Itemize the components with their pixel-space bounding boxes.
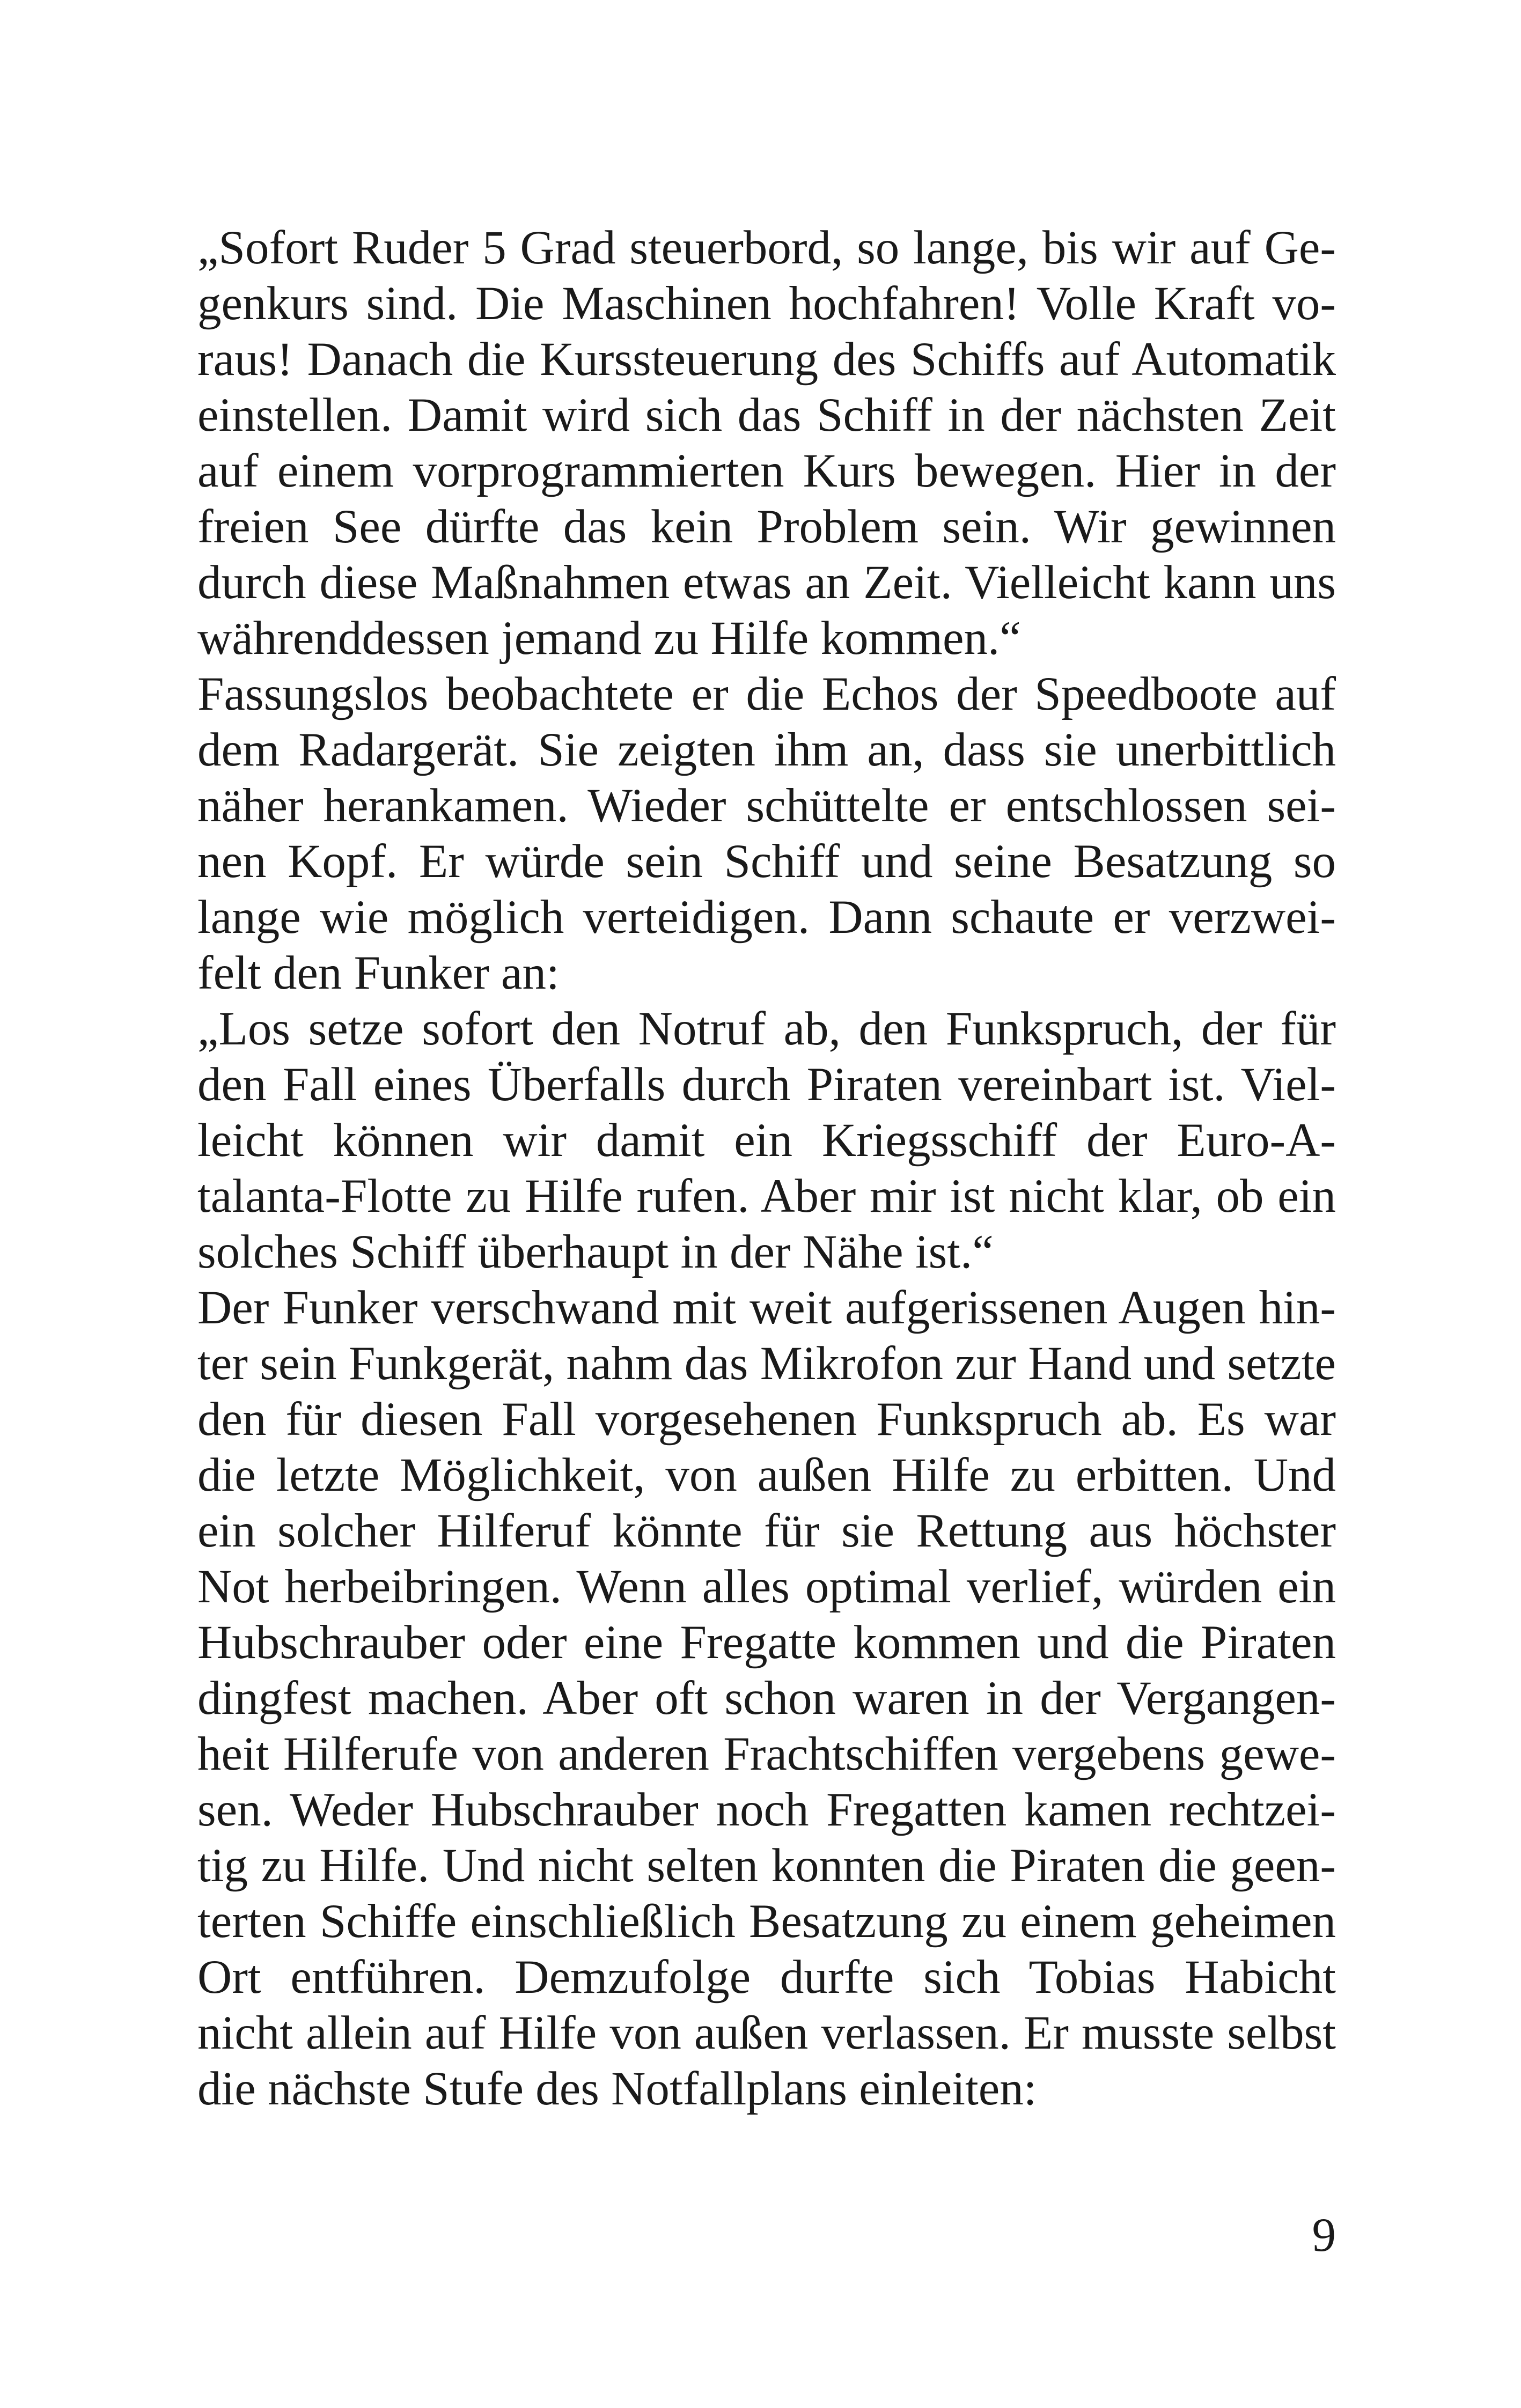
page-number: 9	[1312, 2209, 1336, 2262]
text-line: lange wie möglich verteidigen. Dann schaute er verzwei-	[197, 891, 1336, 944]
text-line: ter sein Funkgerät, nahm das Mikrofon zur Hand und setzte	[197, 1337, 1336, 1390]
text-line: talanta-Flotte zu Hilfe rufen. Aber mir ist nicht klar, ob ein	[197, 1170, 1336, 1223]
text-line: ein solcher Hilferuf könnte für sie Rettung aus höchster	[197, 1505, 1336, 1557]
text-line: leicht können wir damit ein Kriegsschiff der Euro-A-	[197, 1114, 1336, 1167]
text-line: währenddessen jemand zu Hilfe kommen.“	[197, 612, 1021, 665]
text-line: die nächste Stufe des Notfallplans einleiten:	[197, 2063, 1037, 2115]
text-line: Not herbeibringen. Wenn alles optimal verlief, würden ein	[197, 1560, 1336, 1613]
text-line: felt den Funker an:	[197, 947, 560, 999]
text-line: die letzte Möglichkeit, von außen Hilfe zu erbitten. Und	[197, 1449, 1336, 1501]
text-line: sen. Weder Hubschrauber noch Fregatten kamen rechtzei-	[197, 1784, 1336, 1836]
text-line: nicht allein auf Hilfe von außen verlassen. Er musste selbst	[197, 2007, 1336, 2059]
text-line: durch diese Maßnahmen etwas an Zeit. Vielleicht kann uns	[197, 556, 1336, 609]
text-line: solches Schiff überhaupt in der Nähe ist.“	[197, 1226, 994, 1278]
text-line: Fassungslos beobachtete er die Echos der Speedboote auf	[197, 668, 1336, 720]
text-line: dingfest machen. Aber oft schon waren in der Vergangen-	[197, 1672, 1336, 1725]
text-line: den für diesen Fall vorgesehenen Funkspruch ab. Es war	[197, 1393, 1336, 1446]
text-line: Hubschrauber oder eine Fregatte kommen und die Piraten	[197, 1616, 1336, 1669]
text-line: Der Funker verschwand mit weit aufgerissenen Augen hin-	[197, 1282, 1336, 1334]
text-line: tig zu Hilfe. Und nicht selten konnten die Piraten die geen-	[197, 1839, 1336, 1892]
text-line: einstellen. Damit wird sich das Schiff in der nächsten Zeit	[197, 389, 1336, 441]
text-line: freien See dürfte das kein Problem sein. Wir gewinnen	[197, 500, 1336, 553]
text-line: Ort entführen. Demzufolge durfte sich Tobias Habicht	[197, 1951, 1336, 2004]
text-line: auf einem vorprogrammierten Kurs bewegen. Hier in der	[197, 445, 1336, 497]
text-line: raus! Danach die Kurssteuerung des Schiffs auf Automatik	[197, 333, 1336, 386]
body-text	[197, 220, 1336, 2117]
text-line: genkurs sind. Die Maschinen hochfahren! Volle Kraft vo-	[197, 277, 1336, 330]
text-line: dem Radargerät. Sie zeigten ihm an, dass sie unerbittlich	[197, 724, 1336, 776]
text-line: nen Kopf. Er würde sein Schiff und seine Besatzung so	[197, 835, 1336, 888]
text-line: „Los setze sofort den Notruf ab, den Funkspruch, der für	[197, 1003, 1336, 1055]
text-line: heit Hilferufe von anderen Frachtschiffen vergebens gewe-	[197, 1728, 1336, 1780]
text-line: den Fall eines Überfalls durch Piraten vereinbart ist. Viel-	[197, 1058, 1336, 1111]
text-line: terten Schiffe einschließlich Besatzung zu einem geheimen	[197, 1895, 1336, 1948]
text-line: „Sofort Ruder 5 Grad steuerbord, so lange, bis wir auf Ge-	[197, 222, 1336, 274]
text-line: näher herankamen. Wieder schüttelte er entschlossen sei-	[197, 779, 1336, 832]
